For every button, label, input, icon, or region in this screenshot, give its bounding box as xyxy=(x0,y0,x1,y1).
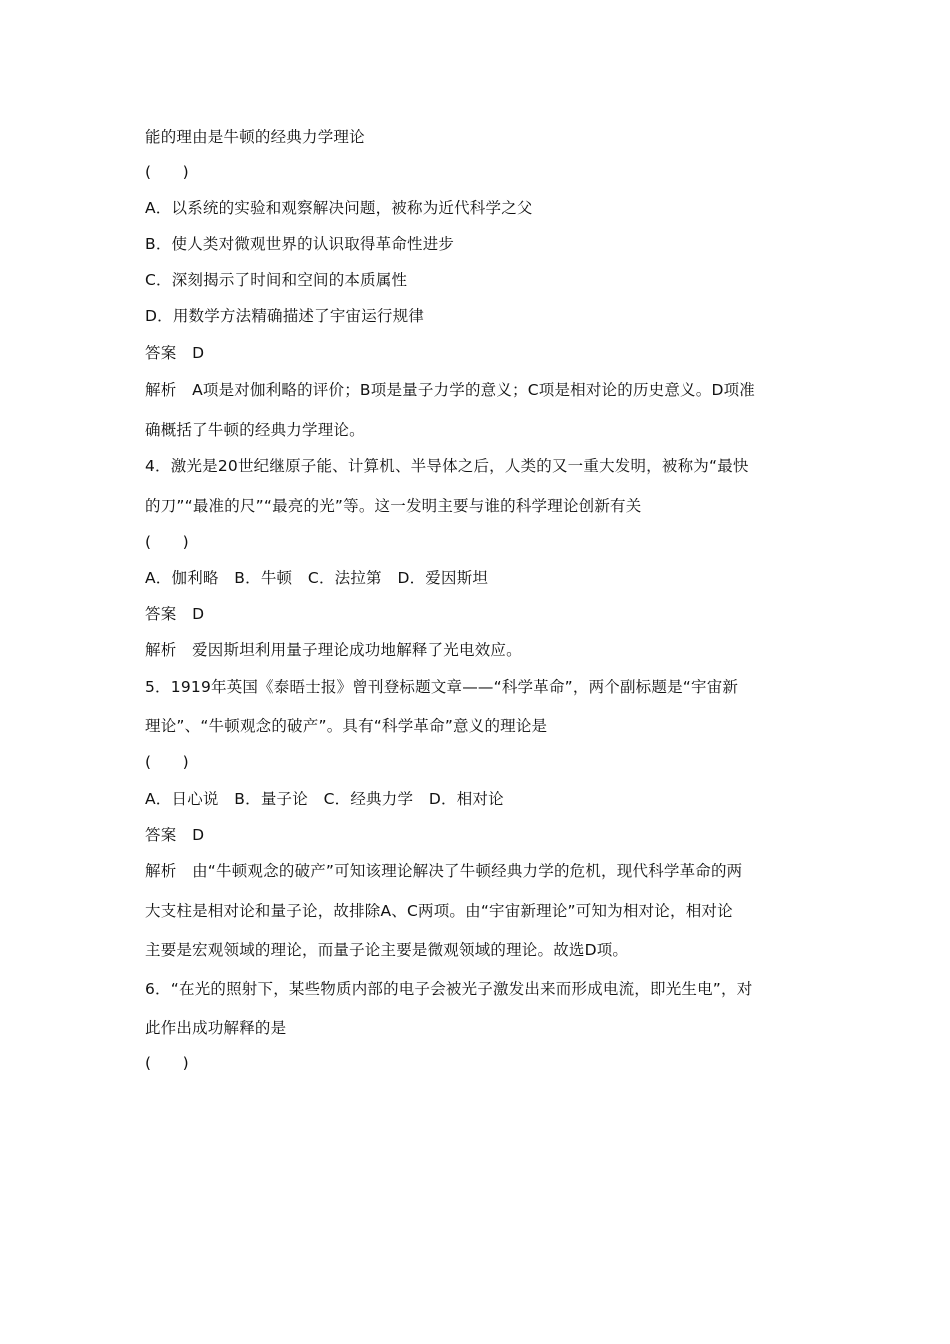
answer-line: 答案 D xyxy=(145,344,205,362)
option-line: D．用数学方法精确描述了宇宙运行规律 xyxy=(145,307,425,325)
text-line: 能的理由是牛顿的经典力学理论 xyxy=(145,128,365,146)
answer-line: 答案 D xyxy=(145,605,205,623)
question-line: 理论”、“牛顿观念的破产”。具有“科学革命”意义的理论是 xyxy=(145,717,548,735)
answer-blank: ( ) xyxy=(145,753,189,771)
explanation-line: 确概括了牛顿的经典力学理论。 xyxy=(145,421,365,439)
answer-blank: ( ) xyxy=(145,533,189,551)
explanation-line: 解析 A项是对伽利略的评价；B项是量子力学的意义；C项是相对论的历史意义。D项准 xyxy=(145,381,755,399)
answer-blank: ( ) xyxy=(145,163,189,181)
option-line: B．使人类对微观世界的认识取得革命性进步 xyxy=(145,235,455,253)
question-line: 5．1919年英国《泰晤士报》曾刊登标题文章——“科学革命”，两个副标题是“宇宙新 xyxy=(145,678,739,696)
explanation-line: 主要是宏观领域的理论，而量子论主要是微观领域的理论。故选D项。 xyxy=(145,941,629,959)
question-line: 4．激光是20世纪继原子能、计算机、半导体之后，人类的又一重大发明，被称为“最快 xyxy=(145,457,749,475)
question-line: 6．“在光的照射下，某些物质内部的电子会被光子激发出来而形成电流，即光生电”，对 xyxy=(145,980,753,998)
explanation-line: 大支柱是相对论和量子论，故排除A、C两项。由“宇宙新理论”可知为相对论，相对论 xyxy=(145,902,733,920)
option-line: A．伽利略 B．牛顿 C．法拉第 D．爱因斯坦 xyxy=(145,569,489,587)
option-line: C．深刻揭示了时间和空间的本质属性 xyxy=(145,271,408,289)
answer-blank: ( ) xyxy=(145,1054,189,1072)
question-line: 此作出成功解释的是 xyxy=(145,1019,287,1037)
option-line: A．日心说 B．量子论 C．经典力学 D．相对论 xyxy=(145,790,504,808)
answer-line: 答案 D xyxy=(145,826,205,844)
explanation-line: 解析 由“牛顿观念的破产”可知该理论解决了牛顿经典力学的危机，现代科学革命的两 xyxy=(145,862,743,880)
question-line: 的刀”“最准的尺”“最亮的光”等。这一发明主要与谁的科学理论创新有关 xyxy=(145,497,642,515)
option-line: A．以系统的实验和观察解决问题，被称为近代科学之父 xyxy=(145,199,533,217)
explanation-line: 解析 爱因斯坦利用量子理论成功地解释了光电效应。 xyxy=(145,641,522,659)
